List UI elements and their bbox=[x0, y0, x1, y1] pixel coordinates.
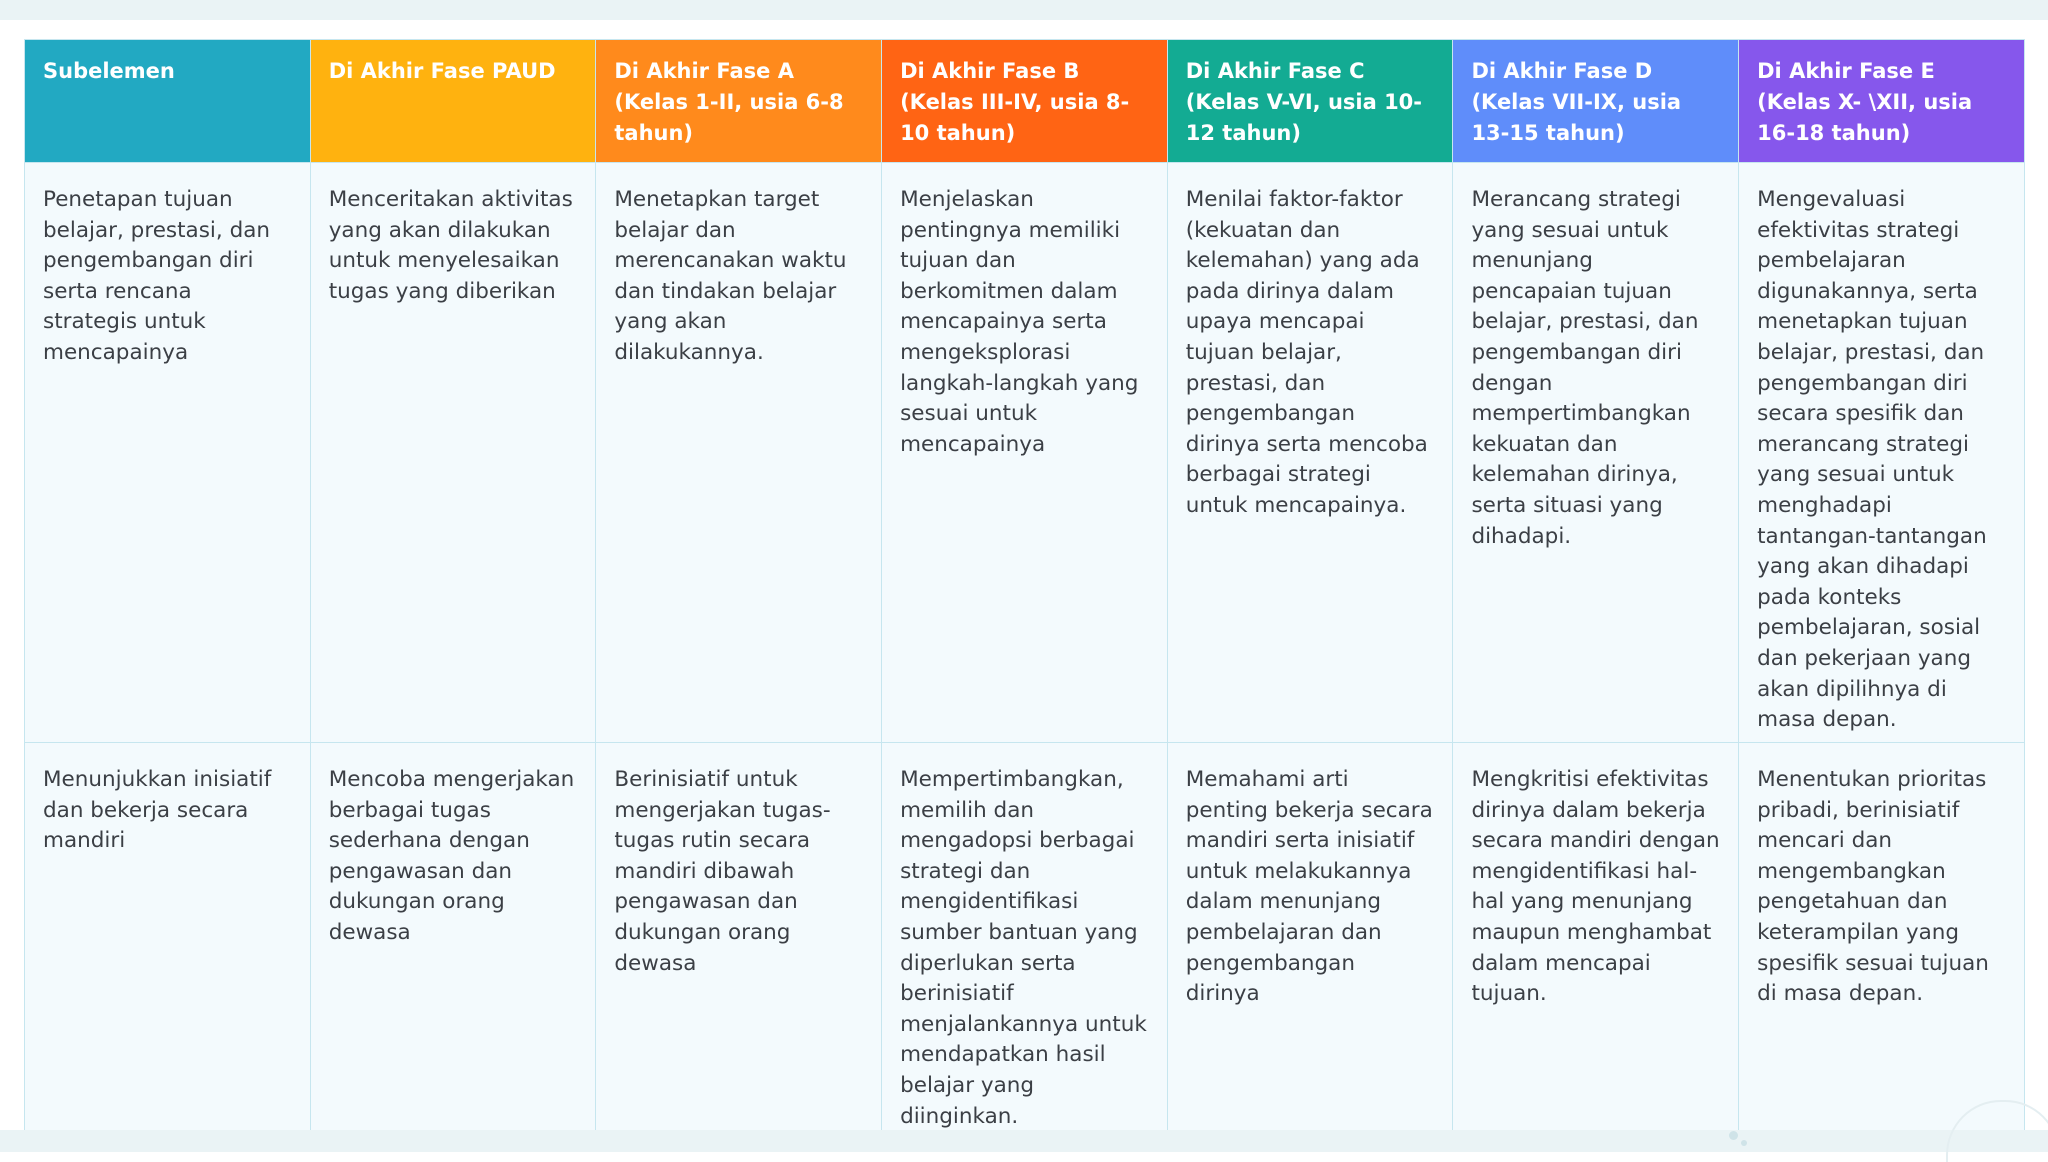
header-subelemen: Subelemen bbox=[25, 40, 311, 163]
cell-fase-d: Merancang strategi yang sesuai untuk menunjang pencapaian tujuan belajar, prestasi, dan pengembangan diri dengan mempertimbangkan kekuatan dan kelemahan dirinya, serta situasi yang dihadapi. bbox=[1453, 163, 1739, 743]
cell-subelemen: Menunjukkan inisiatif dan bekerja secara mandiri bbox=[25, 743, 311, 1133]
header-fase-a: Di Akhir Fase A (Kelas 1-II, usia 6-8 tahun) bbox=[596, 40, 882, 163]
cell-fase-b: Mempertimbangkan, memilih dan mengadopsi berbagai strategi dan mengidentifikasi sumber bantuan yang diperlukan serta berinisiatif menjalankannya untuk mendapatkan hasil belajar yang diinginkan. bbox=[882, 743, 1168, 1133]
cell-fase-d: Mengkritisi efektivitas dirinya dalam bekerja secara mandiri dengan mengidentifikasi hal-hal yang menunjang maupun menghambat dalam mencapai tujuan. bbox=[1453, 743, 1739, 1133]
header-fase-c: Di Akhir Fase C (Kelas V-VI, usia 10-12 tahun) bbox=[1167, 40, 1453, 163]
cell-fase-c: Menilai faktor-faktor (kekuatan dan kelemahan) yang ada pada dirinya dalam upaya mencapai tujuan belajar, prestasi, dan pengembangan dirinya serta mencoba berbagai strategi untuk mencapainya. bbox=[1167, 163, 1453, 743]
cell-fase-b: Menjelaskan pentingnya memiliki tujuan dan berkomitmen dalam mencapainya serta mengeksplorasi langkah-langkah yang sesuai untuk mencapainya bbox=[882, 163, 1168, 743]
header-fase-e: Di Akhir Fase E (Kelas X- \XII, usia 16-18 tahun) bbox=[1739, 40, 2025, 163]
cell-fase-a: Berinisiatif untuk mengerjakan tugas-tugas rutin secara mandiri dibawah pengawasan dan dukungan orang dewasa bbox=[596, 743, 882, 1133]
cell-fase-paud: Mencoba mengerjakan berbagai tugas sederhana dengan pengawasan dan dukungan orang dewasa bbox=[310, 743, 596, 1133]
table-row bbox=[25, 743, 2025, 1133]
cell-subelemen: Penetapan tujuan belajar, prestasi, dan pengembangan diri serta rencana strategis untuk mencapainya bbox=[25, 163, 311, 743]
cell-fase-paud: Menceritakan aktivitas yang akan dilakukan untuk menyelesaikan tugas yang diberikan bbox=[310, 163, 596, 743]
header-fase-d: Di Akhir Fase D (Kelas VII-IX, usia 13-15 tahun) bbox=[1453, 40, 1739, 163]
cell-fase-a: Menetapkan target belajar dan merencanakan waktu dan tindakan belajar yang akan dilakukannya. bbox=[596, 163, 882, 743]
fase-table bbox=[24, 39, 2025, 1133]
header-fase-b: Di Akhir Fase B (Kelas III-IV, usia 8-10 tahun) bbox=[882, 40, 1168, 163]
cell-fase-c: Memahami arti penting bekerja secara mandiri serta inisiatif untuk melakukannya dalam menunjang pembelajaran dan pengembangan dirinya bbox=[1167, 743, 1453, 1133]
table-row bbox=[25, 163, 2025, 743]
header-row bbox=[25, 40, 2025, 163]
header-fase-paud: Di Akhir Fase PAUD bbox=[310, 40, 596, 163]
decorative-dot bbox=[1741, 1140, 1747, 1146]
cell-fase-e: Menentukan prioritas pribadi, berinisiatif mencari dan mengembangkan pengetahuan dan keterampilan yang spesifik sesuai tujuan di masa depan. bbox=[1739, 743, 2025, 1133]
cell-fase-e: Mengevaluasi efektivitas strategi pembelajaran digunakannya, serta menetapkan tujuan belajar, prestasi, dan pengembangan diri secara spesifik dan merancang strategi yang sesuai untuk menghadapi tantangan-tantangan yang akan dihadapi pada konteks pembelajaran, sosial dan pekerjaan yang akan dipilihnya di masa depan. bbox=[1739, 163, 2025, 743]
top-strip bbox=[0, 0, 2048, 20]
decorative-dot bbox=[1729, 1131, 1738, 1140]
